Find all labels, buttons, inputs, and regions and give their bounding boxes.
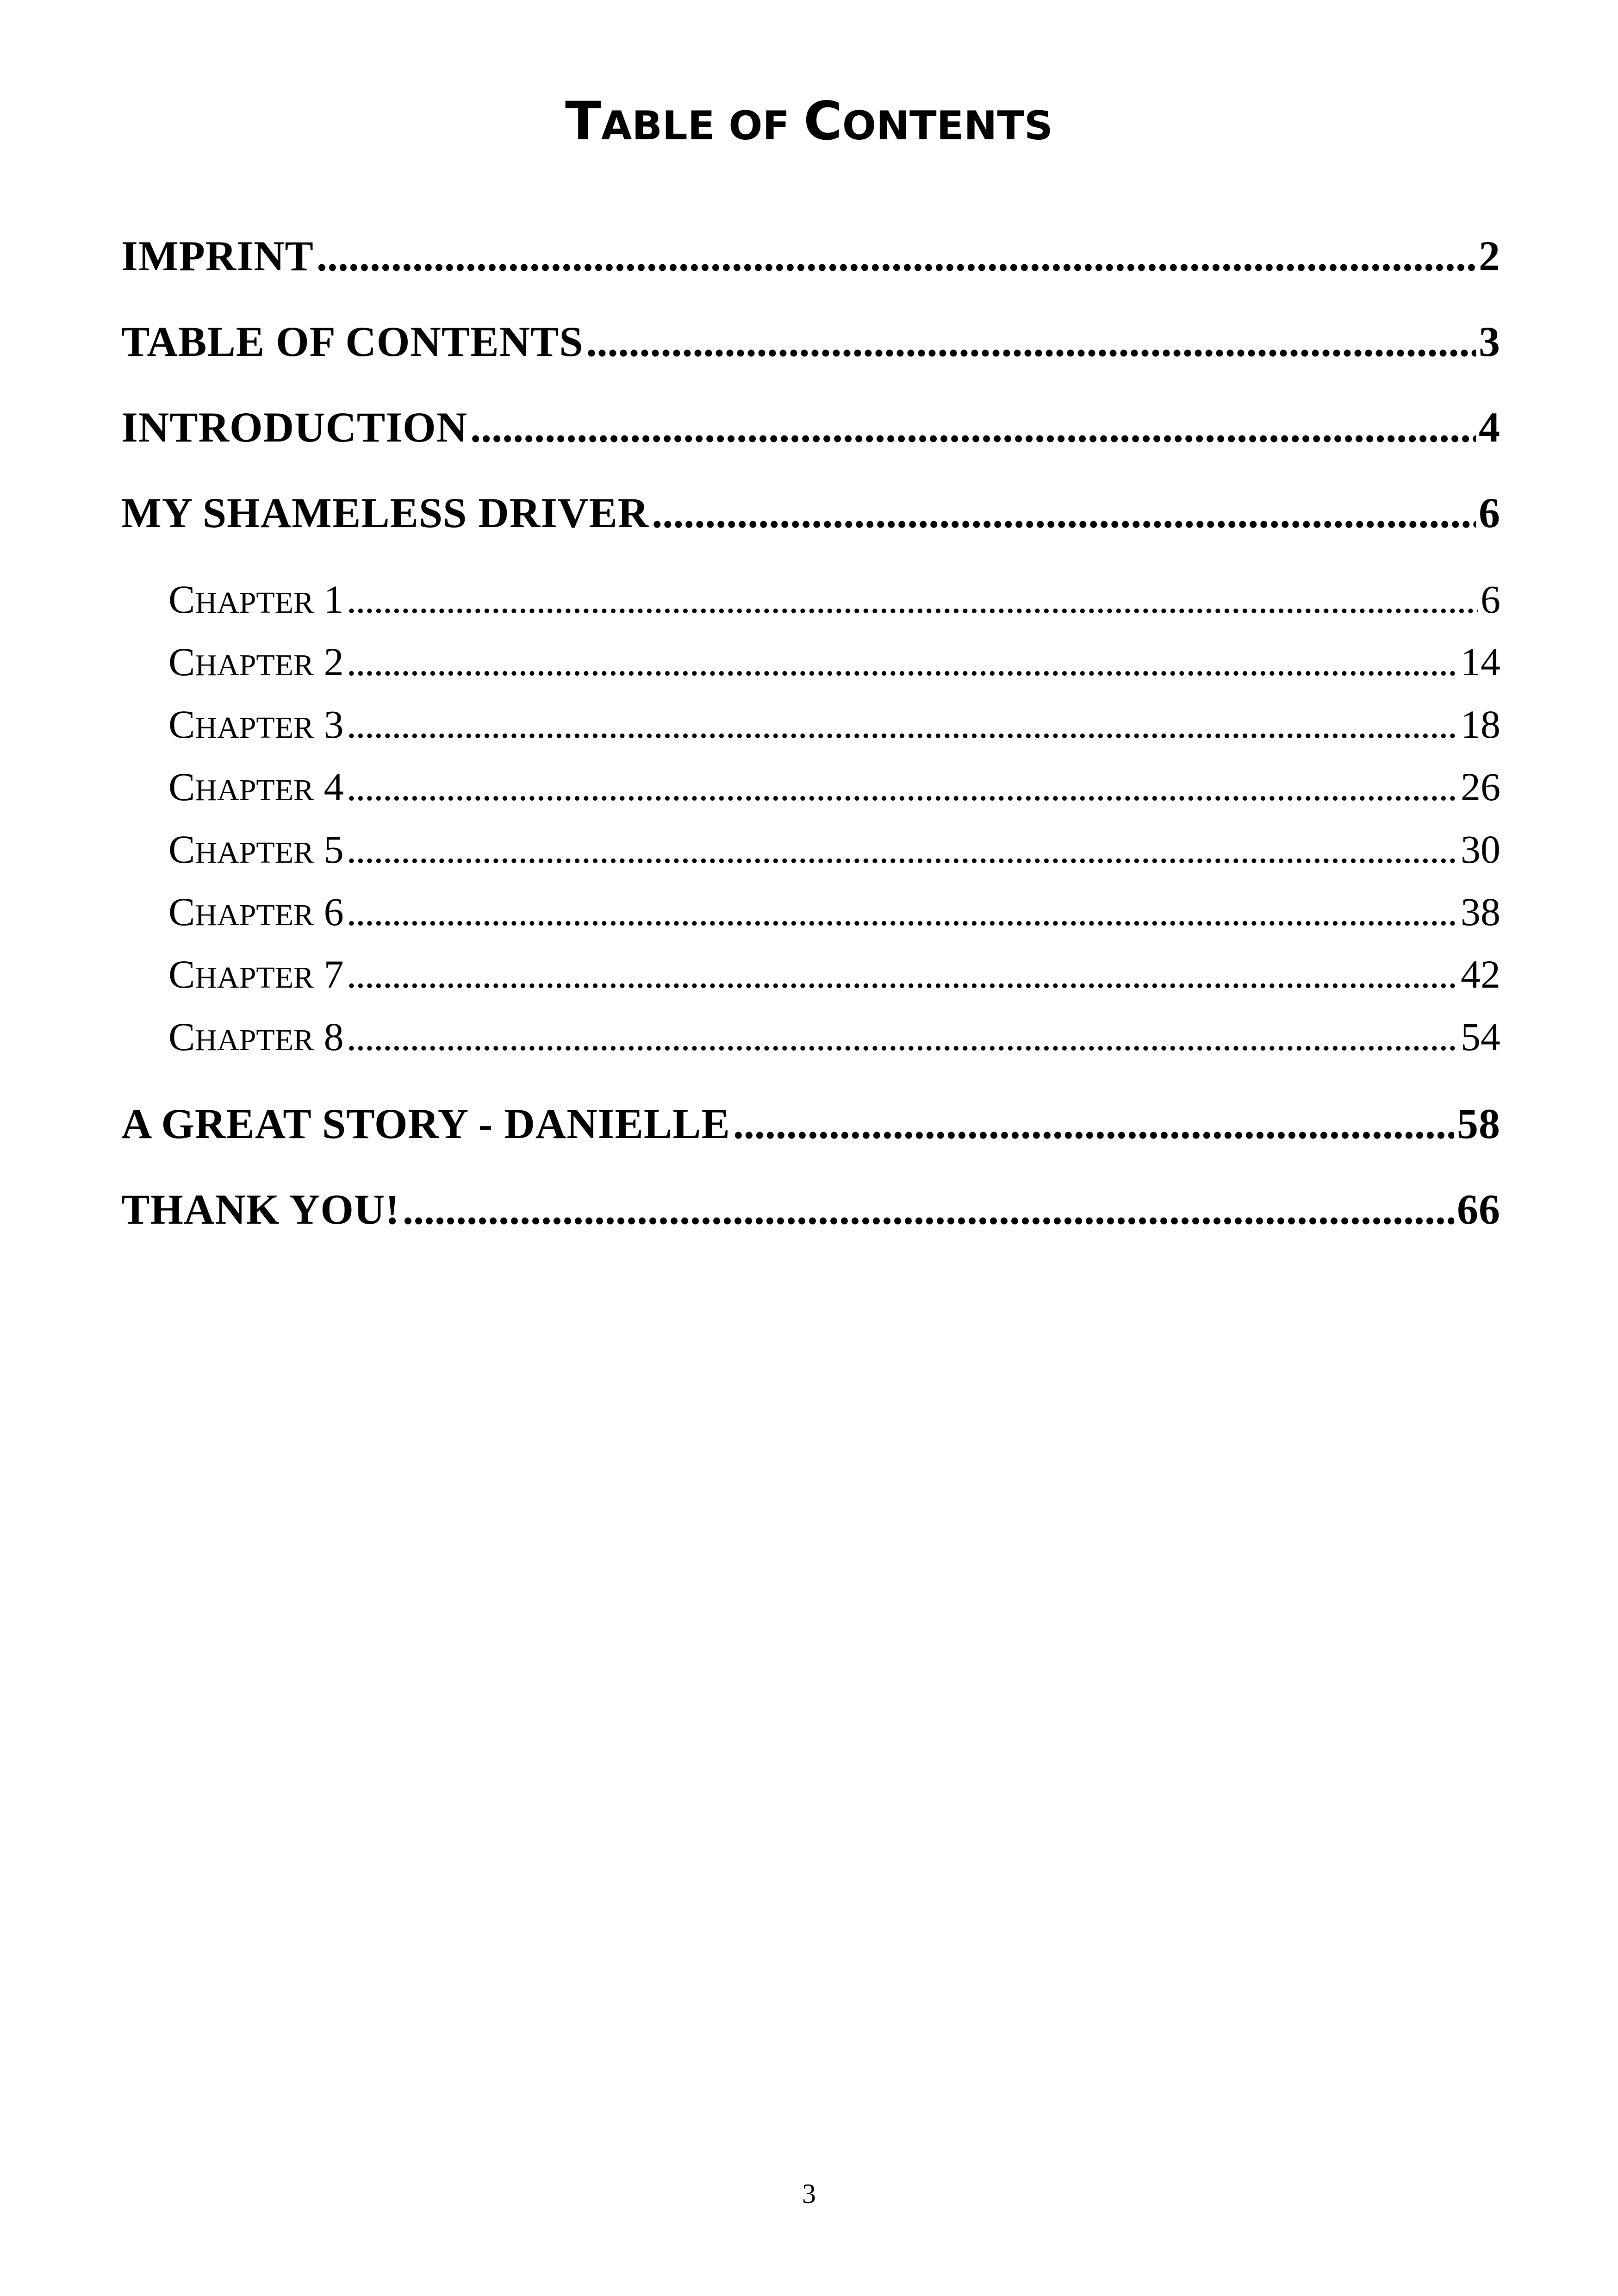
toc-chapter-page: 14	[1461, 640, 1500, 684]
dot-leader	[470, 403, 1476, 452]
toc-entry-imprint[interactable]	[121, 231, 1500, 282]
toc-chapter-page: 38	[1461, 890, 1500, 934]
dot-leader	[347, 951, 1458, 997]
dot-leader	[652, 488, 1476, 537]
toc-entry-page: 66	[1457, 1186, 1500, 1233]
toc-chapter-7[interactable]	[168, 951, 1500, 997]
dot-leader	[317, 231, 1476, 280]
dot-leader	[733, 1099, 1454, 1148]
toc-entry-page: 6	[1479, 489, 1500, 536]
toc-entry-label: A GREAT STORY - DANIELLE	[121, 1100, 730, 1147]
dot-leader	[403, 1185, 1454, 1234]
toc-chapter-label: CHAPTER 2	[168, 640, 344, 684]
toc-chapter-label: CHAPTER 4	[168, 765, 344, 809]
toc-entry-introduction[interactable]	[121, 403, 1500, 454]
dot-leader	[586, 317, 1476, 366]
toc-chapter-page: 30	[1461, 827, 1500, 871]
toc-entry-page: 4	[1479, 404, 1500, 451]
dot-leader	[347, 639, 1458, 685]
toc-chapter-3[interactable]	[168, 701, 1500, 747]
toc-chapter-1[interactable]	[168, 576, 1500, 622]
toc-chapter-label: CHAPTER 7	[168, 952, 344, 996]
dot-leader	[347, 826, 1458, 872]
toc-chapter-page: 18	[1461, 702, 1500, 747]
toc-entry-page: 3	[1479, 318, 1500, 365]
toc-chapter-6[interactable]	[168, 889, 1500, 935]
toc-entry-my-shameless-driver[interactable]	[121, 488, 1500, 539]
dot-leader	[347, 764, 1458, 810]
toc-entry-label: MY SHAMELESS DRIVER	[121, 489, 649, 536]
toc-chapter-label: CHAPTER 5	[168, 827, 344, 871]
toc-entry-page: 2	[1479, 232, 1500, 280]
toc-chapter-label: CHAPTER 8	[168, 1014, 344, 1059]
toc-chapter-8[interactable]	[168, 1014, 1500, 1060]
toc-entry-label: THANK YOU!	[121, 1186, 400, 1233]
toc-entry-table-of-contents[interactable]	[121, 317, 1500, 368]
toc-entry-label: TABLE OF CONTENTS	[121, 318, 584, 365]
toc-chapter-page: 6	[1481, 577, 1500, 622]
toc-chapter-page: 26	[1461, 765, 1500, 809]
toc-entry-page: 58	[1457, 1100, 1500, 1147]
toc-chapter-label: CHAPTER 6	[168, 890, 344, 934]
toc-chapter-label: CHAPTER 3	[168, 702, 344, 747]
toc-entry-thank-you[interactable]	[121, 1185, 1500, 1236]
toc-chapter-page: 42	[1461, 952, 1500, 996]
page-title: TABLE OF CONTENTS	[565, 90, 1053, 152]
dot-leader	[347, 576, 1478, 622]
dot-leader	[347, 701, 1458, 747]
dot-leader	[347, 1014, 1458, 1060]
toc-entry-a-great-story-danielle[interactable]	[121, 1099, 1500, 1150]
dot-leader	[347, 889, 1458, 935]
toc-entry-label: IMPRINT	[121, 232, 314, 280]
toc-chapter-5[interactable]	[168, 826, 1500, 872]
toc-chapter-2[interactable]	[168, 639, 1500, 685]
toc-chapter-page: 54	[1461, 1014, 1500, 1059]
page-number: 3	[802, 2178, 816, 2209]
toc-chapter-4[interactable]	[168, 764, 1500, 810]
toc-chapter-label: CHAPTER 1	[168, 577, 344, 622]
toc-entry-label: INTRODUCTION	[121, 404, 468, 451]
